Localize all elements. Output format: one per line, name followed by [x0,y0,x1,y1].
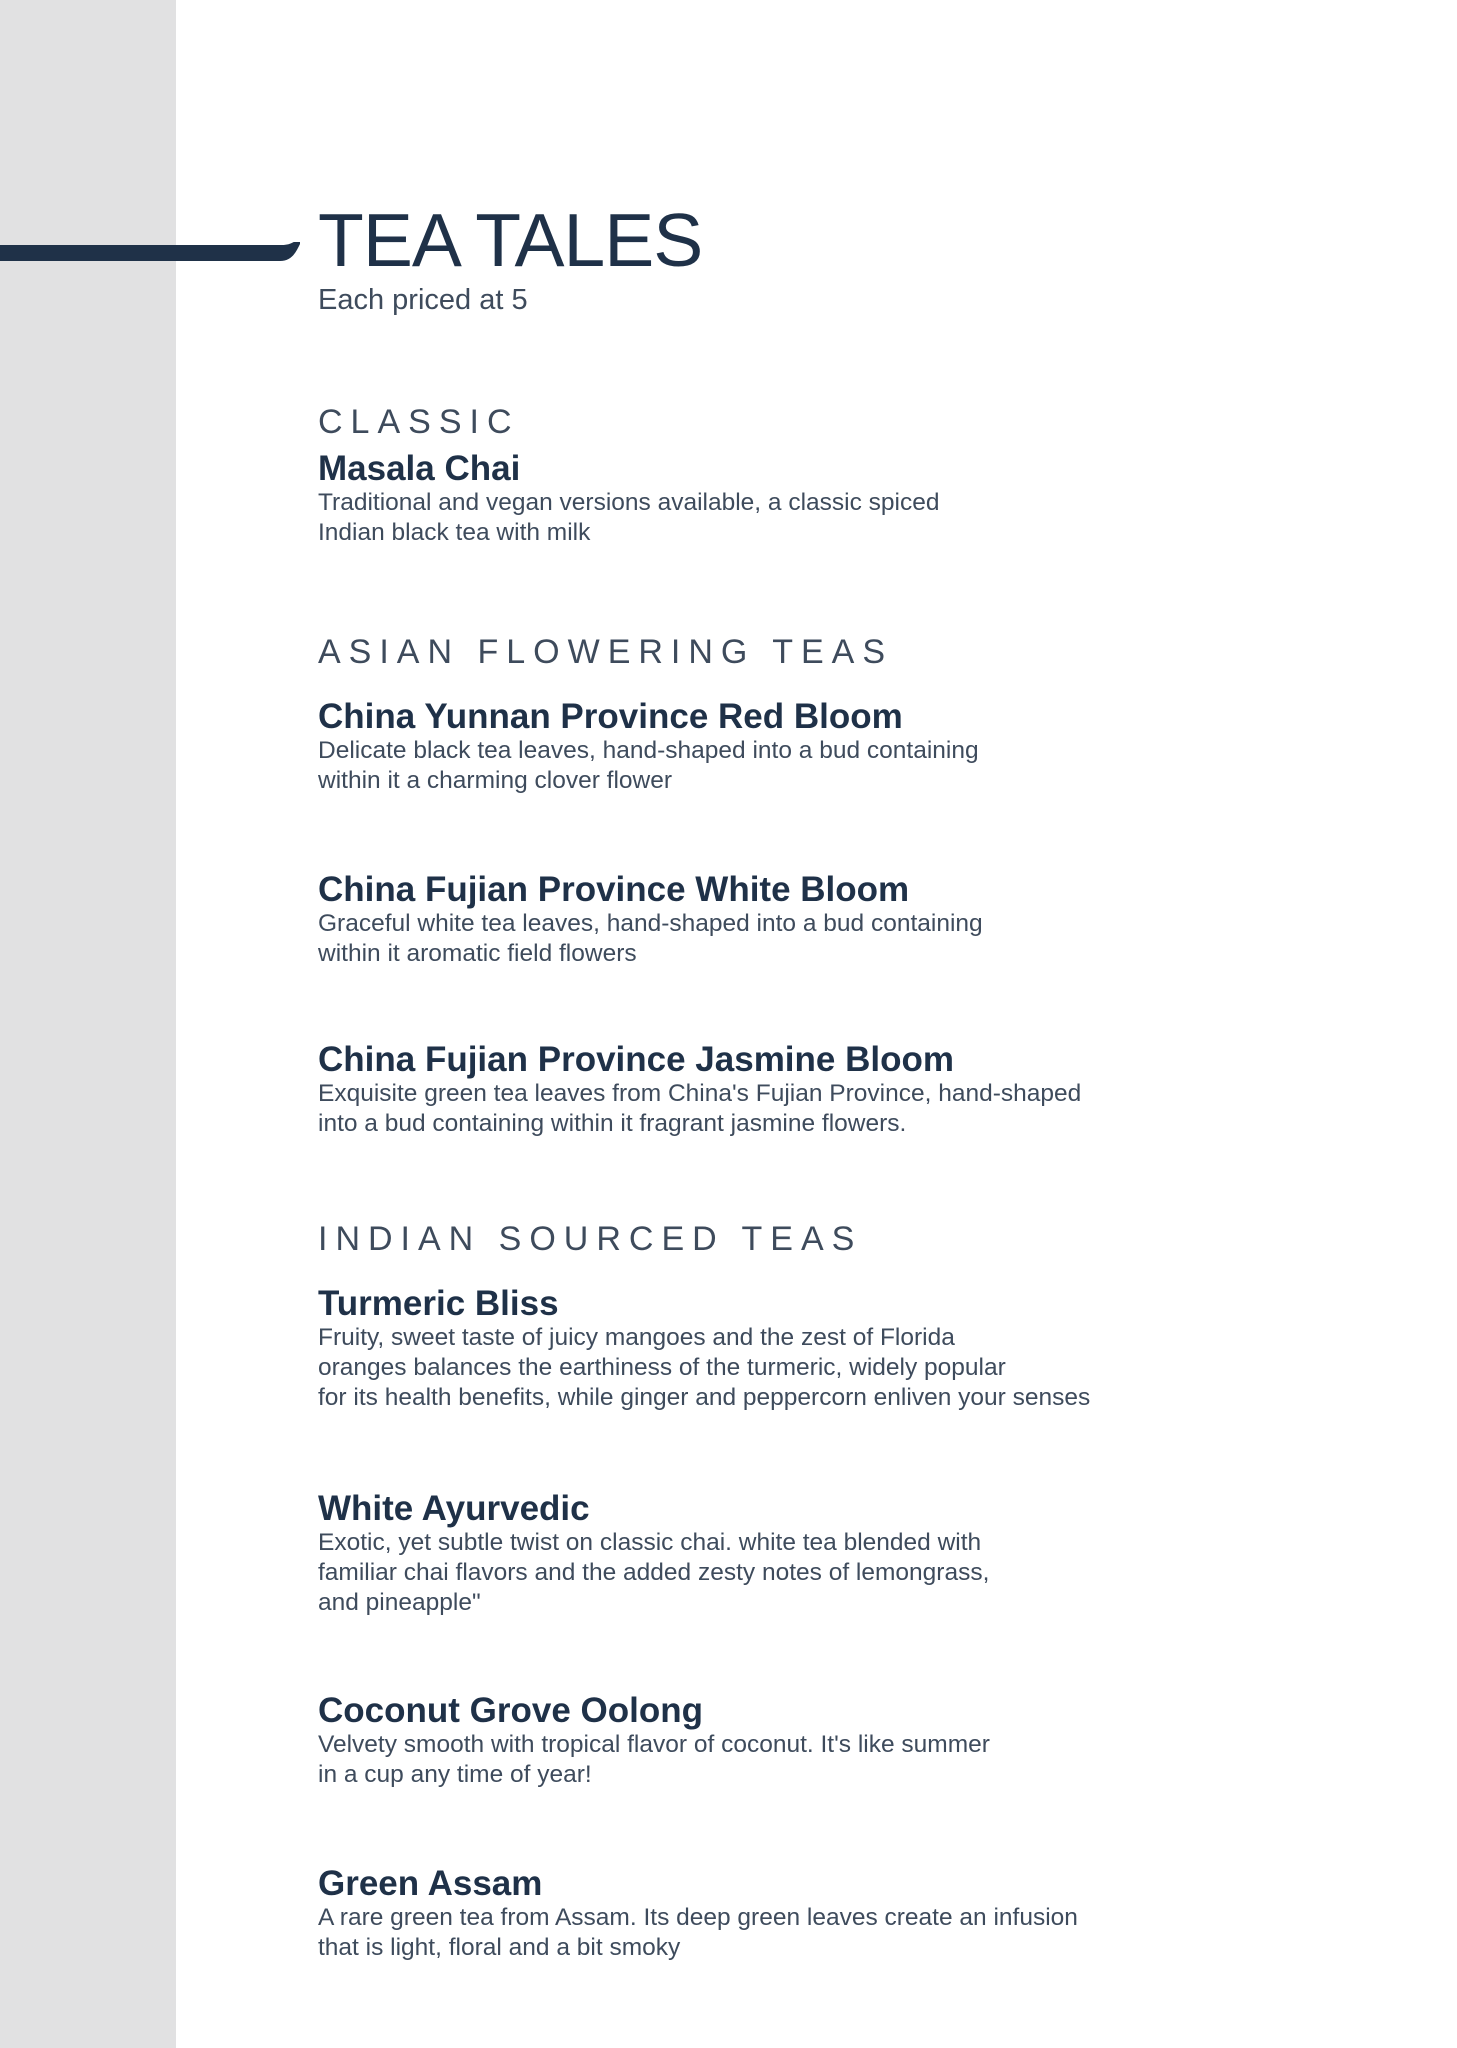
menu-item-name: White Ayurvedic [318,1489,590,1528]
page-subtitle: Each priced at 5 [318,284,528,316]
description-line: in a cup any time of year! [318,1761,592,1788]
menu-item-name: Green Assam [318,1864,543,1903]
description-line: Exotic, yet subtle twist on classic chai. white tea blended with [318,1529,982,1556]
description-line: into a bud containing within it fragrant jasmine flowers. [318,1110,907,1137]
menu-item-description [318,909,1398,969]
menu-item-name: Coconut Grove Oolong [318,1691,703,1730]
section-heading-indian-sourced: INDIAN SOURCED TEAS [318,1220,863,1258]
menu-item [318,871,1398,969]
description-line: Velvety smooth with tropical flavor of coconut. It's like summer [318,1731,990,1758]
menu-item [318,1490,1398,1618]
description-line: familiar chai flavors and the added zesty notes of lemongrass, [318,1559,990,1586]
menu-item [318,1041,1398,1139]
menu-item-description [318,1079,1398,1139]
section-heading-classic: CLASSIC [318,403,520,441]
section-heading-asian-flowering: ASIAN FLOWERING TEAS [318,633,894,671]
description-line: and pineapple" [318,1589,481,1616]
description-line: A rare green tea from Assam. Its deep green leaves create an infusion [318,1904,1078,1931]
menu-item [318,1865,1398,1963]
header-accent-bar [0,242,300,264]
description-line: for its health benefits, while ginger and peppercorn enliven your senses [318,1384,1091,1411]
menu-item-description [318,488,1398,548]
menu-item-description [318,1903,1398,1963]
menu-item-description [318,1323,1398,1413]
description-line: Graceful white tea leaves, hand-shaped into a bud containing [318,910,983,937]
description-line: Traditional and vegan versions available, a classic spiced [318,489,940,516]
menu-item-name: Masala Chai [318,449,521,488]
description-line: within it a charming clover flower [318,767,673,794]
description-line: Fruity, sweet taste of juicy mangoes and the zest of Florida [318,1324,955,1351]
description-line: oranges balances the earthiness of the turmeric, widely popular [318,1354,1006,1381]
menu-item [318,450,1398,548]
menu-item-description [318,736,1398,796]
description-line: that is light, floral and a bit smoky [318,1934,681,1961]
description-line: Indian black tea with milk [318,519,591,546]
menu-item-name: Turmeric Bliss [318,1284,559,1323]
menu-item [318,1285,1398,1413]
menu-item [318,698,1398,796]
menu-item-name: China Fujian Province White Bloom [318,870,910,909]
sidebar-panel [0,0,176,2048]
description-line: Delicate black tea leaves, hand-shaped into a bud containing [318,737,979,764]
description-line: Exquisite green tea leaves from China's Fujian Province, hand-shaped [318,1080,1082,1107]
menu-item-name: China Yunnan Province Red Bloom [318,697,903,736]
menu-item-name: China Fujian Province Jasmine Bloom [318,1040,954,1079]
page-title: TEA TALES [318,198,703,282]
description-line: within it aromatic field flowers [318,940,637,967]
menu-item [318,1692,1398,1790]
menu-item-description [318,1528,1398,1618]
menu-item-description [318,1730,1398,1790]
